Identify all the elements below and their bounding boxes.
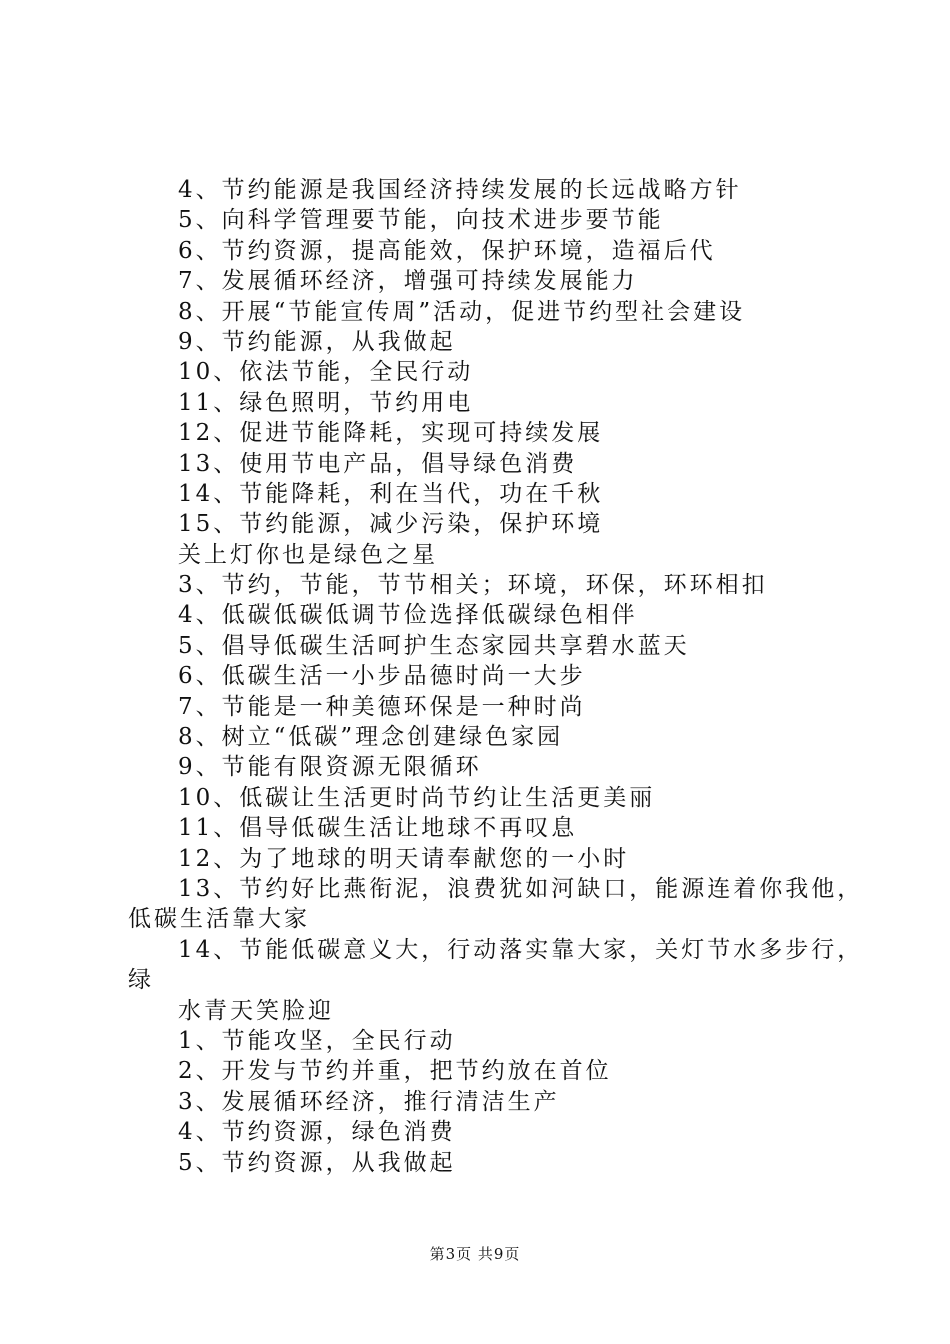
text-line: 8、树立“低碳”理念创建绿色家园 [178,724,564,751]
page-footer: 第3页 共9页 [429,1245,521,1263]
text-line: 3、节约，节能，节节相关；环境，环保，环环相扣 [178,572,768,599]
text-line: 4、节约能源是我国经济持续发展的长远战略方针 [178,177,742,203]
text-line: 15、节约能源，减少污染，保护环境 [178,511,604,538]
text-line: 8、开展“节能宣传周”活动，促进节约型社会建设 [178,298,746,325]
text-line: 6、节约资源，提高能效，保护环境，造福后代 [178,237,716,264]
text-line: 14、节能降耗，利在当代，功在千秋 [178,480,604,507]
text-line: 10、低碳让生活更时尚节约让生活更美丽 [178,784,656,811]
text-line: 11、绿色照明，节约用电 [178,389,474,416]
text-line: 7、节能是一种美德环保是一种时尚 [178,693,586,720]
text-line: 4、节约资源，绿色消费 [178,1119,456,1146]
document-body [128,175,864,1178]
text-line: 9、节能有限资源无限循环 [178,754,482,781]
text-line: 5、节约资源，从我做起 [178,1149,456,1176]
text-line: 13、使用节电产品，倡导绿色消费 [178,450,578,477]
text-line: 水青天笑脸迎 [178,997,334,1024]
text-line: 5、倡导低碳生活呵护生态家园共享碧水蓝天 [178,632,690,659]
text-line: 12、促进节能降耗，实现可持续发展 [178,420,604,447]
text-line: 14、节能低碳意义大，行动落实靠大家，关灯节水多步行， [178,936,864,963]
text-line: 7、发展循环经济，增强可持续发展能力 [178,268,638,295]
text-line: 6、低碳生活一小步品德时尚一大步 [178,663,586,690]
text-line: 13、节约好比燕衔泥，浪费犹如河缺口，能源连着你我他， [178,875,864,902]
text-line: 绿 [128,967,154,994]
text-line: 12、为了地球的明天请奉献您的一小时 [178,845,630,872]
text-line: 低碳生活靠大家 [128,906,310,933]
text-line: 2、开发与节约并重，把节约放在首位 [178,1058,612,1085]
text-line: 1、节能攻坚，全民行动 [178,1027,456,1054]
text-line: 10、依法节能，全民行动 [178,359,474,386]
text-line: 4、低碳低碳低调节俭选择低碳绿色相伴 [178,602,638,629]
text-line: 5、向科学管理要节能，向技术进步要节能 [178,207,664,234]
text-line: 关上灯你也是绿色之星 [178,541,438,568]
text-line: 3、发展循环经济，推行清洁生产 [178,1088,560,1115]
text-line: 9、节约能源，从我做起 [178,328,456,355]
text-line: 11、倡导低碳生活让地球不再叹息 [178,815,578,842]
